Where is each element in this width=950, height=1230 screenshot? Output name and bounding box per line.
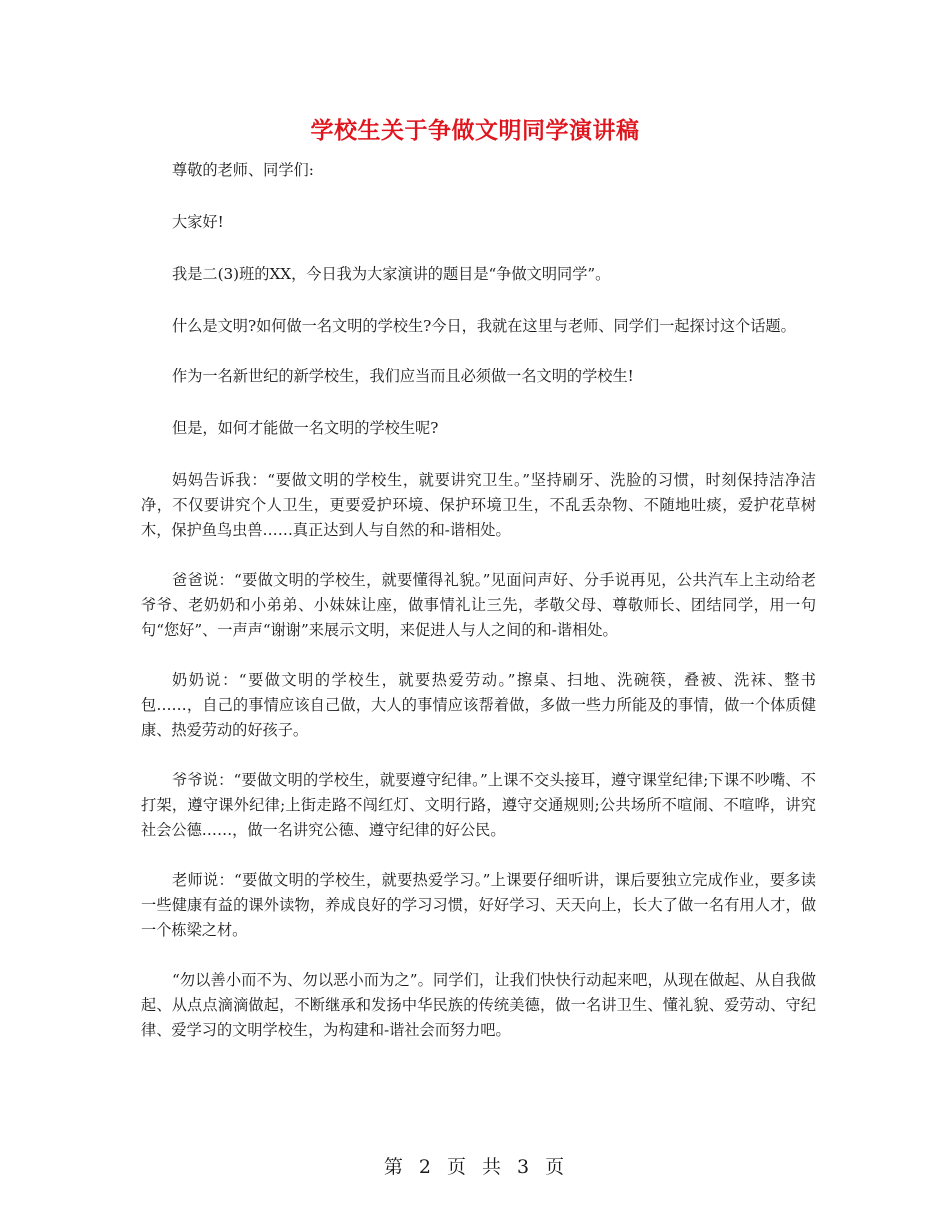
paragraph-grandfather: 爷爷说：“要做文明的学校生，就要遵守纪律。”上课不交头接耳，遵守课堂纪律;下课不吵嘴、不打架，遵守课外纪律;上街走路不闯红灯、文明行路，遵守交通规则;公共场所不喧闹、不喧哗，讲究社会公德……，做一名讲究公德、遵守纪律的好公民。 — [141, 771, 816, 839]
paragraph-father: 爸爸说：“要做文明的学校生，就要懂得礼貌。”见面问声好、分手说再见，公共汽车上主动给老爷爷、老奶奶和小弟弟、小妹妹让座，做事情礼让三先，孝敬父母、尊敬师长、团结同学，用一句句“您好”、一声声“谢谢”来展示文明，来促进人与人之间的和-谐相处。 — [141, 571, 816, 639]
document-title: 学校生关于争做文明同学演讲稿 — [310, 118, 640, 144]
paragraph-hello: 大家好! — [172, 213, 224, 231]
paragraph-how: 但是，如何才能做一名文明的学校生呢? — [172, 419, 439, 437]
document-body — [141, 158, 816, 1068]
paragraph-question: 什么是文明?如何做一名文明的学校生?今日，我就在这里与老师、同学们一起探讨这个话题。 — [172, 317, 796, 335]
paragraph-grandmother: 奶奶说：“要做文明的学校生，就要热爱劳动。”擦桌、扫地、洗碗筷，叠被、洗袜、整书包……，自己的事情应该自己做，大人的事情应该帮着做，多做一些力所能及的事情，做一个体质健康、热爱劳动的好孩子。 — [141, 671, 816, 739]
page-number-footer: 第 2 页 共 3 页 — [383, 1156, 567, 1178]
paragraph-mother: 妈妈告诉我：“要做文明的学校生，就要讲究卫生。”坚持刷牙、洗脸的习惯，时刻保持洁净洁净，不仅要讲究个人卫生，更要爱护环境、保护环境卫生，不乱丢杂物、不随地吐痰，爱护花草树木，保护鱼鸟虫兽……真正达到人与自然的和-谐相处。 — [141, 471, 816, 539]
paragraph-statement: 作为一名新世纪的新学校生，我们应当而且必须做一名文明的学校生! — [172, 367, 634, 385]
paragraph-teacher: 老师说：“要做文明的学校生，就要热爱学习。”上课要仔细听讲，课后要独立完成作业，要多读一些健康有益的课外读物，养成良好的学习习惯，好好学习、天天向上，长大了做一名有用人才，做一个栋梁之材。 — [141, 871, 816, 939]
paragraph-greeting: 尊敬的老师、同学们: — [172, 161, 314, 179]
paragraph-conclusion: “勿以善小而不为、勿以恶小而为之”。同学们，让我们快快行动起来吧，从现在做起、从自我做起、从点点滴滴做起，不断继承和发扬中华民族的传统美德，做一名讲卫生、懂礼貌、爱劳动、守纪律、爱学习的文明学校生，为构建和-谐社会而努力吧。 — [141, 971, 816, 1039]
paragraph-intro: 我是二(3)班的XX，今日我为大家演讲的题目是“争做文明同学”。 — [172, 265, 611, 283]
